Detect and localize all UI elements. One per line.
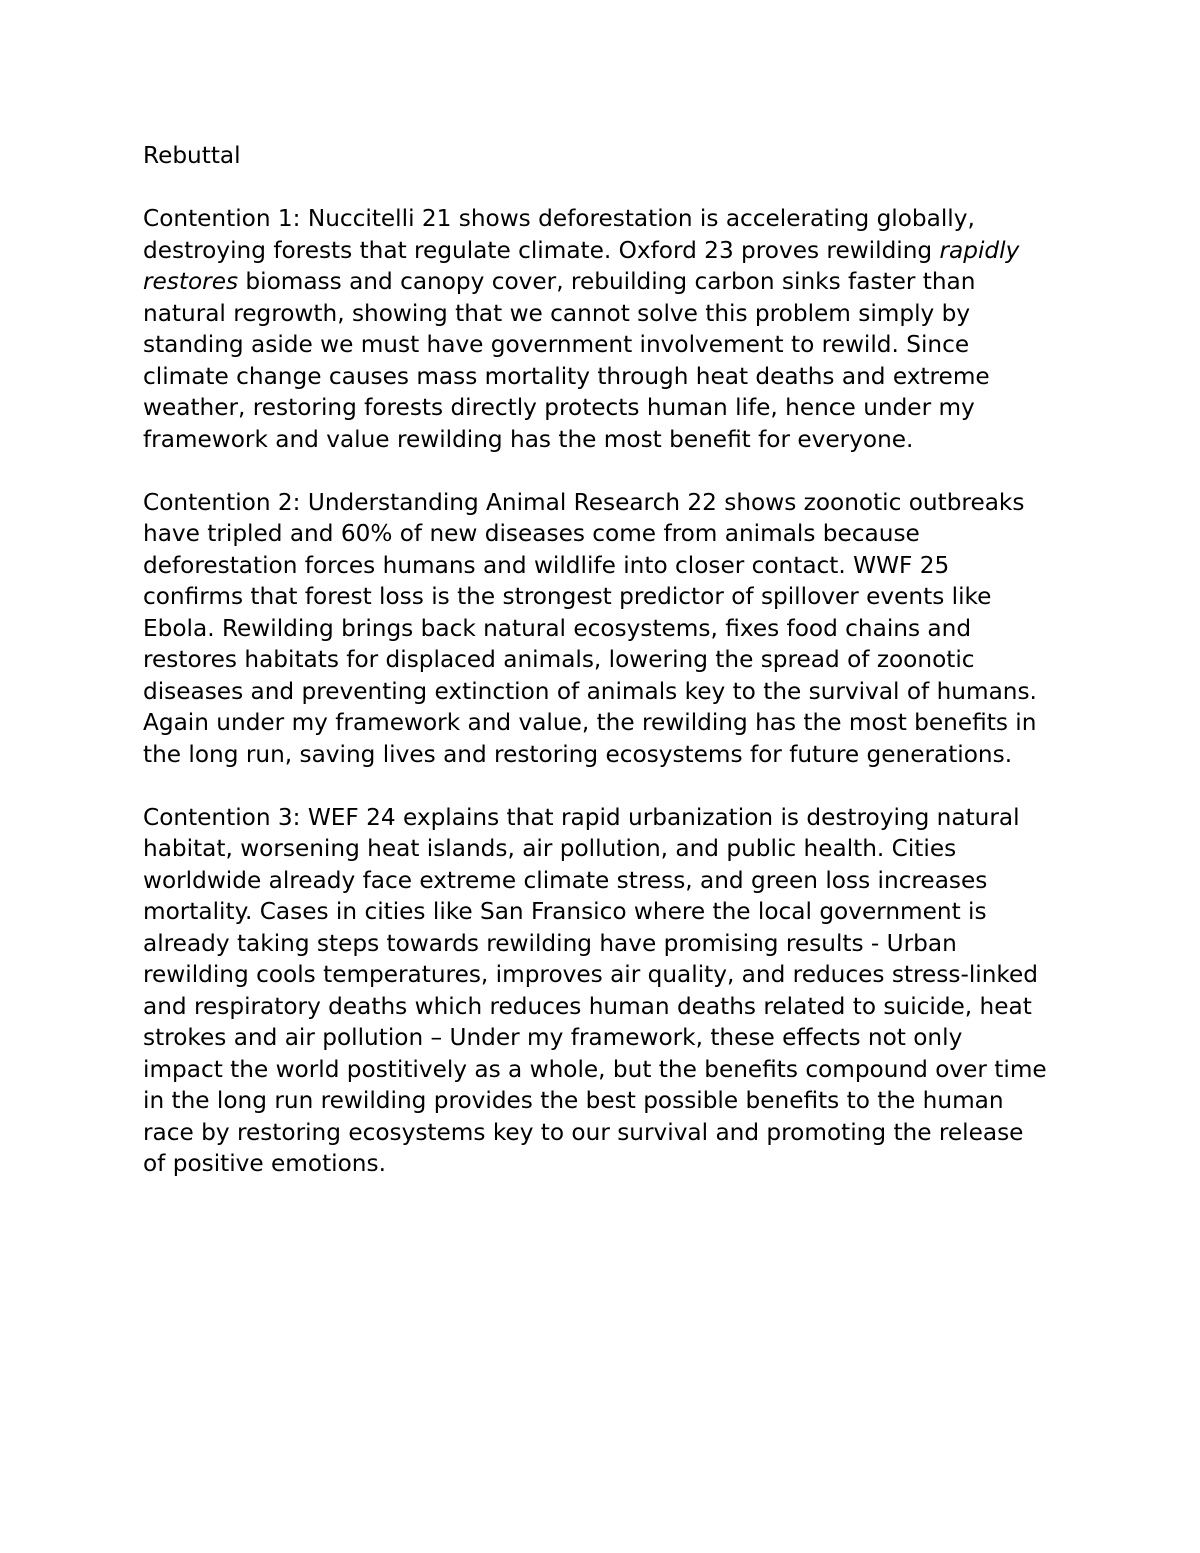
paragraph-line: natural regrowth, showing that we cannot solve this problem simply by <box>143 299 971 327</box>
paragraph-line: confirms that forest loss is the strongest predictor of spillover events like <box>143 583 992 610</box>
paragraph-line <box>143 235 1073 267</box>
paragraph-line: of positive emotions. <box>143 1150 386 1177</box>
paragraph-line: already taking steps towards rewilding have promising results - Urban <box>143 929 957 957</box>
paragraph-line: mortality. Cases in cities like San Fransico where the local government is <box>143 898 987 925</box>
paragraph-line: Contention 1: Nuccitelli 21 shows deforestation is accelerating globally, <box>143 205 975 232</box>
paragraph-line: impact the world postitively as a whole, but the benefits compound over time <box>143 1055 1047 1083</box>
paragraph-line: habitat, worsening heat islands, air pollution, and public health. Cities <box>143 835 957 862</box>
line-text: biomass and canopy cover, rebuilding carbon sinks faster than <box>238 268 976 295</box>
paragraph-line: framework and value rewilding has the most benefit for everyone. <box>143 425 914 453</box>
document-body <box>143 140 1073 1180</box>
paragraph-line: Contention 2: Understanding Animal Research 22 shows zoonotic outbreaks <box>143 488 1025 516</box>
paragraph-line: restores habitats for displaced animals, lowering the spread of zoonotic <box>143 646 975 673</box>
paragraph-line: the long run, saving lives and restoring ecosystems for future generations. <box>143 740 1013 768</box>
paragraph-line: Ebola. Rewilding brings back natural ecosystems, fixes food chains and <box>143 614 972 642</box>
paragraph-line: rewilding cools temperatures, improves air quality, and reduces stress-linked <box>143 961 1039 988</box>
paragraph-line: deforestation forces humans and wildlife into closer contact. WWF 25 <box>143 551 950 579</box>
paragraph-line: weather, restoring forests directly protects human life, hence under my <box>143 394 975 421</box>
paragraph-line: strokes and air pollution – Under my framework, these effects not only <box>143 1024 963 1051</box>
paragraph-line: have tripled and 60% of new diseases come from animals because <box>143 520 920 547</box>
paragraph-line: and respiratory deaths which reduces human deaths related to suicide, heat <box>143 992 1032 1020</box>
contention-3-paragraph <box>143 802 1073 1180</box>
paragraph-line: Contention 3: WEF 24 explains that rapid urbanization is destroying natural <box>143 803 1020 831</box>
paragraph-line: climate change causes mass mortality through heat deaths and extreme <box>143 362 990 390</box>
paragraph-line: worldwide already face extreme climate stress, and green loss increases <box>143 866 988 894</box>
paragraph-line: Again under my framework and value, the rewilding has the most benefits in <box>143 709 1037 736</box>
line-text: destroying forests that regulate climate. Oxford 23 proves rewilding <box>143 236 940 264</box>
paragraph-line: race by restoring ecosystems key to our survival and promoting the release <box>143 1118 1024 1146</box>
paragraph-line: diseases and preventing extinction of animals key to the survival of humans. <box>143 677 1037 705</box>
paragraph-line <box>143 266 1073 298</box>
italic-emphasis: restores <box>143 268 239 295</box>
contention-2-paragraph <box>143 487 1073 771</box>
paragraph-line: in the long run rewilding provides the best possible benefits to the human <box>143 1087 1004 1114</box>
paragraph-line: standing aside we must have government involvement to rewild. Since <box>143 331 970 358</box>
document-title: Rebuttal <box>143 142 241 169</box>
italic-emphasis: rapidly <box>939 236 1020 264</box>
contention-1-paragraph <box>143 203 1073 455</box>
